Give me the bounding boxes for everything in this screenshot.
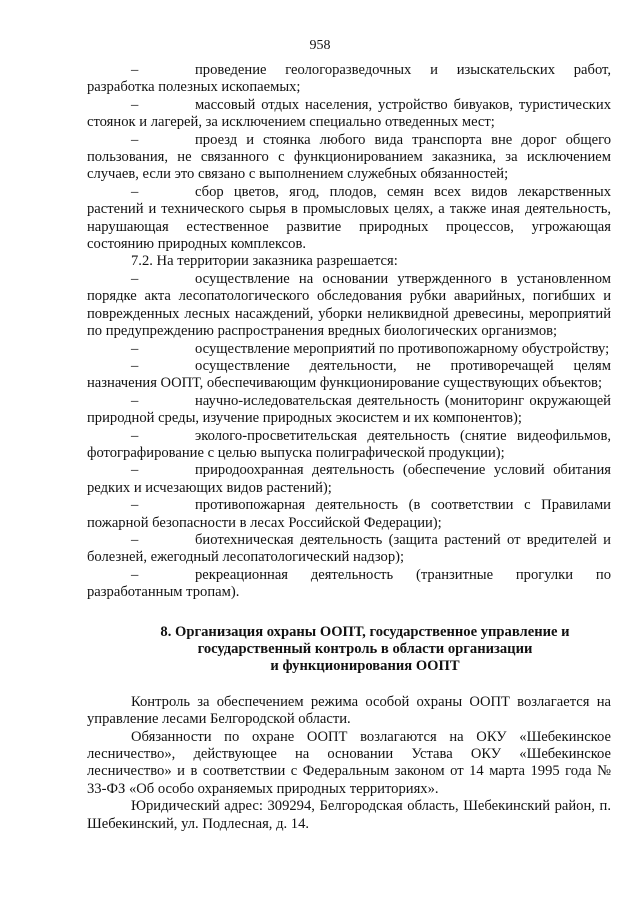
list-dash: –	[131, 392, 139, 409]
list-item-text: биотехническая деятельность (защита растений от вредителей и болезней, ежегодный лесопатологический надзор);	[87, 531, 611, 566]
document-body	[87, 62, 611, 833]
list-item-text: проведение геологоразведочных и изыскательских работ, разработка полезных ископаемых;	[87, 62, 611, 96]
list-item	[87, 132, 611, 184]
list-dash: –	[131, 531, 139, 548]
list-item-text: осуществление деятельности, не противоречащей целям назначения ООПТ, обеспечивающим функционирование существующих объектов;	[87, 357, 611, 392]
list-dash: –	[131, 357, 139, 374]
list-item	[87, 97, 611, 132]
list-item-text: эколого-просветительская деятельность (снятие видеофильмов, фотографирование с целью выпуска полиграфической продукции);	[87, 427, 611, 461]
paragraph-duties: Обязанности по охране ООПТ возлагаются на ОКУ «Шебекинское лесничество», действующее на основании Устава ОКУ «Шебекинское лесничество» и в соответствии с Федеральным законом от 14 марта 1995 года № 33-ФЗ «Об особо охраняемых природных территориях».	[87, 728, 611, 797]
list-dash: –	[131, 62, 139, 78]
section-gap	[87, 676, 611, 694]
list-item	[87, 341, 611, 358]
list-item	[87, 567, 611, 602]
clause-7-2: 7.2. На территории заказника разрешается:	[131, 253, 398, 270]
list-dash: –	[131, 183, 139, 200]
list-item	[87, 428, 611, 463]
list-item	[87, 358, 611, 393]
list-dash: –	[131, 96, 139, 113]
list-item	[87, 532, 611, 567]
list-item	[87, 271, 611, 341]
list-dash: –	[131, 462, 139, 479]
list-dash: –	[131, 566, 139, 583]
list-item	[87, 497, 611, 532]
list-dash: –	[131, 497, 139, 514]
list-dash: –	[131, 131, 139, 148]
list-item	[87, 393, 611, 428]
list-item-text: осуществление мероприятий по противопожарному обустройству;	[195, 340, 610, 357]
list-item-text: осуществление на основании утвержденного в установленном порядке акта лесопатологического обследования рубки аварийных, погибших и поврежденных лесных насаждений, уборки неликвидной древесины, мероприятий по предупреждению распространения вредных биологических организмов;	[87, 270, 611, 340]
section-8-heading	[87, 624, 611, 676]
list-dash: –	[131, 340, 139, 357]
list-item-text: природоохранная деятельность (обеспечение условий обитания редких и исчезающих видов растений);	[87, 462, 611, 496]
section-heading-line: государственный контроль в области организации	[197, 641, 533, 657]
list-item-text: массовый отдых населения, устройство бивуаков, туристических стоянок и лагерей, за исключением специально отведенных мест;	[87, 96, 611, 131]
paragraph-address: Юридический адрес: 309294, Белгородская область, Шебекинский район, п. Шебекинский, ул. Подлесная, д. 14.	[87, 798, 611, 832]
section-heading-line: 8. Организация охраны ООПТ, государственное управление и	[160, 623, 570, 640]
list-item-text: проезд и стоянка любого вида транспорта вне дорог общего пользования, не связанного с функционированием заказника, за исключением случаев, если это связано с выполнением служебных обязанностей;	[87, 131, 611, 183]
paragraph-control: Контроль за обеспечением режима особой охраны ООПТ возлагается на управление лесами Белгородской области.	[87, 693, 611, 728]
page-number: 958	[309, 38, 331, 53]
list-item-text: сбор цветов, ягод, плодов, семян всех видов лекарственных растений и технического сырья в промысловых целях, а также иная деятельность, нарушающая естественное развитие природных процессов, угрожающая состоянию природных комплексов.	[87, 183, 611, 253]
list-item-text: рекреационная деятельность (транзитные прогулки по разработанным тропам).	[87, 566, 611, 601]
list-item-text: противопожарная деятельность (в соответствии с Правилами пожарной безопасности в лесах Российской Федерации);	[87, 497, 611, 531]
allowed-list	[87, 271, 611, 602]
section-heading-line: и функционирования ООПТ	[270, 658, 460, 675]
list-dash: –	[131, 427, 139, 444]
list-item	[87, 62, 611, 97]
prohibited-list	[87, 62, 611, 253]
list-item	[87, 184, 611, 254]
list-item-text: научно-иследовательская деятельность (мониторинг окружающей природной среды, изучение природных экосистем и их компонентов);	[87, 392, 611, 427]
list-dash: –	[131, 270, 139, 287]
list-item	[87, 462, 611, 497]
